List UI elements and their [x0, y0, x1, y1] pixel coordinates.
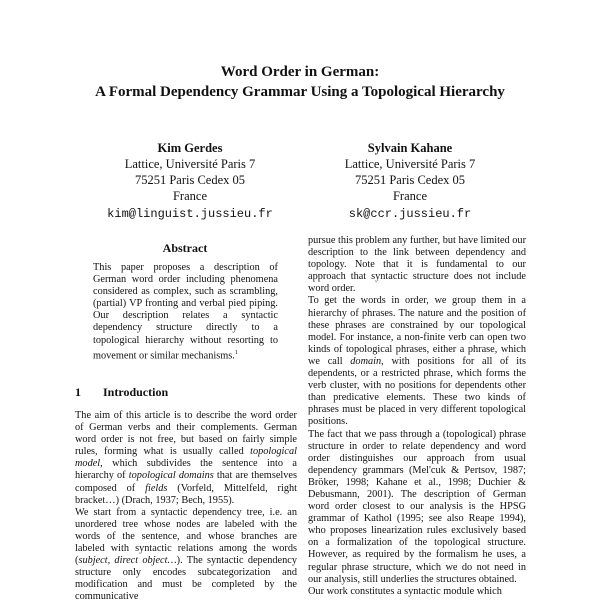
emphasis: fields [145, 482, 168, 494]
section-heading-introduction [75, 385, 168, 400]
text-run: which subdivides the sentence into a hierarchy of [75, 458, 297, 482]
text-run: The aim of this article is to describe the word order of German verbs and their complements. German word order is not free, but based on fairly simple rules, forming what is usually called [75, 410, 297, 458]
author-affiliation: Lattice, Université Paris 7 [124, 157, 256, 171]
text-run: To get the words in order, we group them in a hierarchy of phrases. The nature and the position of these phrases are constrained by our topological model. For instance, a non-finite verb can open two kinds of topological phrases, either a phrase, which we call [308, 295, 526, 367]
title-block [0, 62, 600, 102]
text-run: , with positions for all of its dependents, or a restricted phrase, which forms the verb cluster, with no positions for dependents other than predicative elements. These two kinds of phrases must be placed in very different topological positions. [308, 355, 526, 428]
author-address: 75251 Paris Cedex 05 [354, 173, 466, 187]
paragraph [308, 295, 526, 428]
paragraph: pursue this problem any further, but have limited our description to the link between dependency and topology. Note that it is fundamental to our approach that syntactic structure does not include word order. [308, 235, 526, 295]
author-email: kim@linguist.jussieu.fr [107, 207, 273, 221]
emphasis: subject, direct object… [78, 555, 177, 567]
emphasis: domain [350, 355, 382, 367]
author-block-2 [300, 140, 520, 222]
author-name: Sylvain Kahane [367, 141, 453, 155]
right-column-body [308, 235, 526, 598]
author-email: sk@ccr.jussieu.fr [348, 207, 472, 221]
emphasis: topological model, [75, 446, 297, 470]
abstract-text: This paper proposes a description of German word order including phenomena considered as complex, such as scrambling, (partial) VP fronting and verbal pied piping. Our description relates a syntactic dependency structure directly to a topological hierarchy without resorting to movement or similar mechanisms. [93, 262, 278, 362]
section-title: Introduction [103, 385, 169, 399]
text-run: (Vorfeld, Mittelfeld, right bracket…) (Drach, 1937; Bech, 1955). [75, 482, 297, 506]
paragraph [75, 507, 297, 604]
text-run: We start from a syntactic dependency tree, i.e. an unordered tree whose nodes are labeled with the words of the sentence, and whose branches are labeled with syntactic relations among the words ( [75, 506, 297, 567]
section-number: 1 [75, 385, 81, 399]
paragraph [75, 410, 297, 507]
emphasis: topological domains [128, 470, 214, 482]
author-country: France [392, 189, 427, 203]
footnote-mark: 1 [234, 349, 238, 356]
paragraph: Our work constitutes a syntactic module which [308, 585, 502, 597]
author-address: 75251 Paris Cedex 05 [134, 173, 246, 187]
abstract-body [93, 262, 278, 362]
paper-title-line-1: Word Order in German: [220, 64, 380, 80]
author-block-1 [80, 140, 300, 222]
abstract-heading: Abstract [162, 241, 208, 255]
left-column-body [75, 410, 297, 604]
author-affiliation: Lattice, Université Paris 7 [344, 157, 476, 171]
paragraph: The fact that we pass through a (topological) phrase structure in order to relate dependency and word order distinguishes our approach from usual dependency grammars (Mel'cuk & Pertsov, 1987; Bröker, 1998; Kahane et al., 1998; Duchier & Debusmann, 2001). The description of German word order closest to our analysis is the HPSG grammar of Kathol (1995; see also Reape 1994), who proposes linearization rules exclusively based on a formalization of the topological structure. However, as required by the formalism he uses, a regular phrase structure, which we do not need in our analysis, still underlies the structures obtained. [308, 428, 526, 585]
author-name: Kim Gerdes [157, 141, 223, 155]
author-country: France [172, 189, 207, 203]
text-run: that are themselves composed of [75, 470, 297, 494]
paper-title-line-2: A Formal Dependency Grammar Using a Topological Hierarchy [95, 84, 505, 100]
text-run: ). The syntactic dependency structure only encodes subcategorization and modification and must be completed by the communicative [75, 555, 297, 603]
